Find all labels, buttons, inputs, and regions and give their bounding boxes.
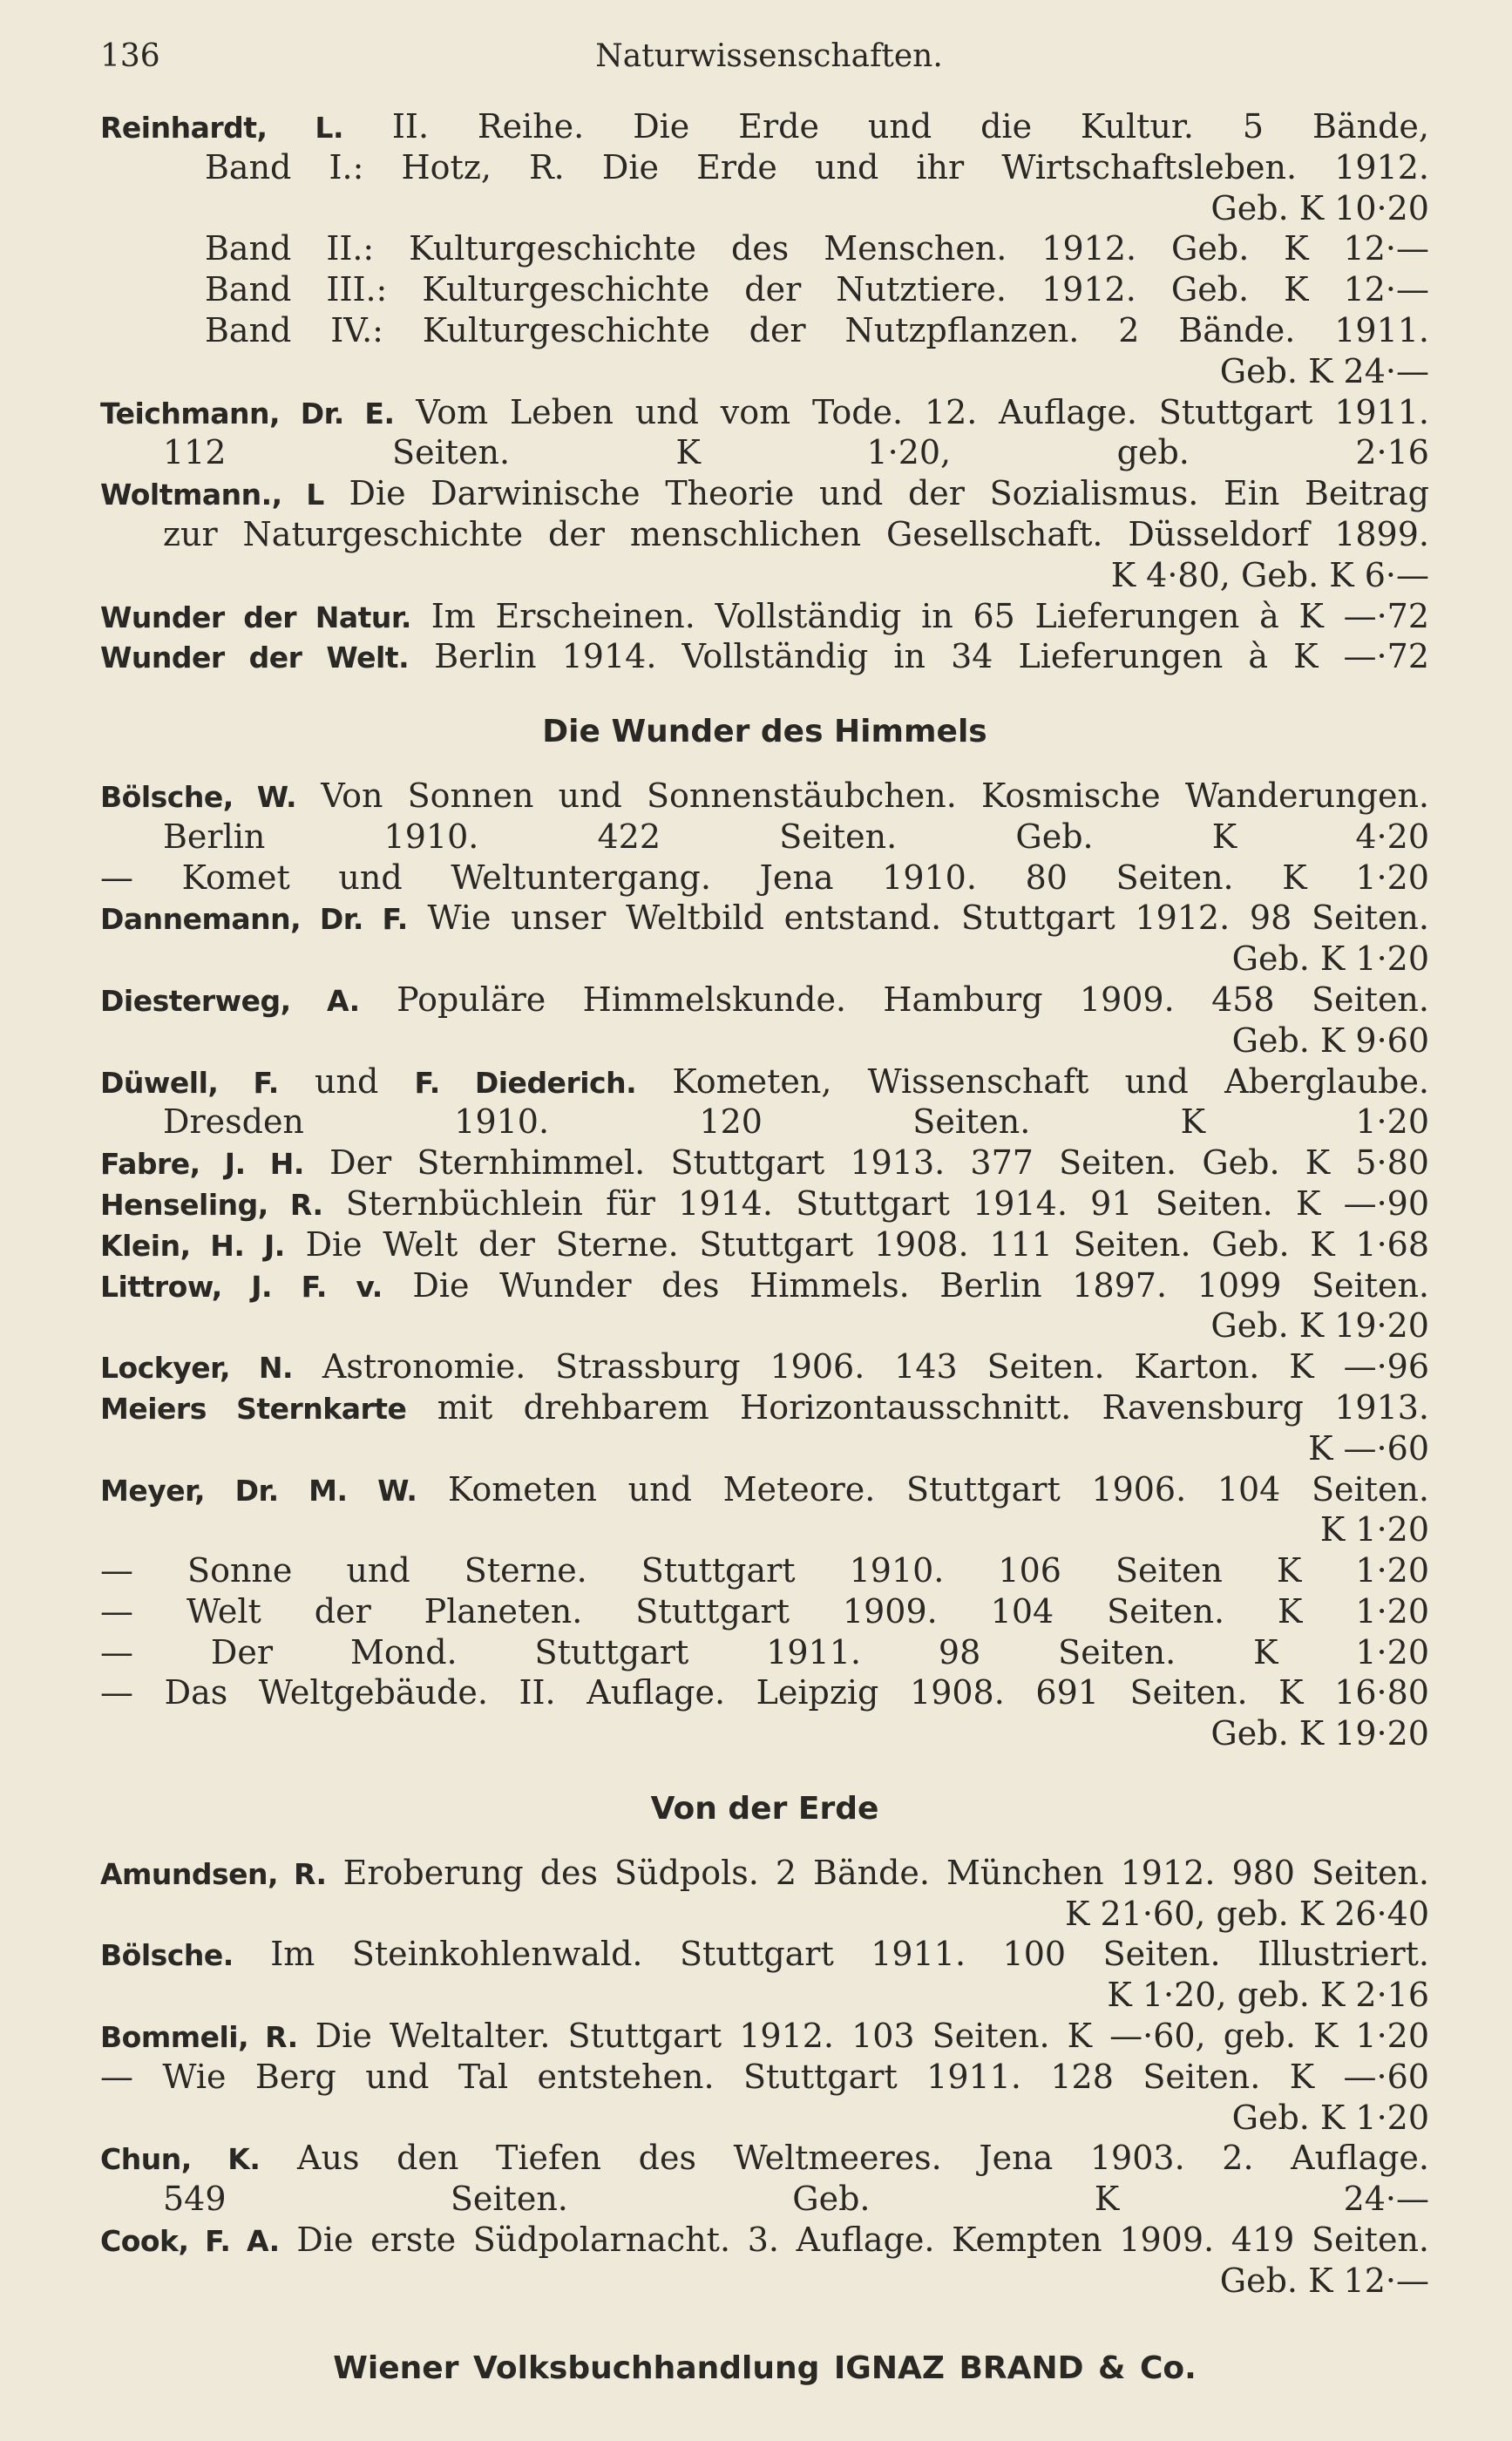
catalog-continuation-line [100, 1550, 1429, 1591]
catalog-entry-line [100, 1346, 1429, 1387]
catalog-continuation-line [100, 2057, 1429, 2098]
entry-text: Populäre Himmelskunde. Hamburg 1909. 458 Seiten. [359, 980, 1429, 1019]
catalog-entry-line [100, 1469, 1429, 1510]
entry-author: Klein, H. J. [100, 1228, 285, 1263]
entry-text: 112 Seiten. K 1·20, geb. 2·16 [163, 433, 1429, 472]
entry-author: Meyer, Dr. M. W. [100, 1473, 417, 1508]
entry-author: Cook, F. A. [100, 2224, 280, 2259]
catalog-entry-line [100, 898, 1429, 939]
entry-author: Düwell, F. [100, 1065, 279, 1100]
entry-author: Henseling, R. [100, 1187, 323, 1222]
entry-text: Im Erscheinen. Vollständig in 65 Lieferungen à K —·72 [410, 596, 1430, 635]
entry-text: Geb. K 9·60 [1231, 1020, 1429, 1060]
catalog-continuation-line [100, 432, 1429, 473]
catalog-continuation-line [100, 1591, 1429, 1632]
entry-text: Geb. K 12·— [1219, 2261, 1429, 2300]
catalog-continuation-line [100, 555, 1429, 596]
running-title: Naturwissenschaften. [595, 38, 943, 74]
entry-text: Von Sonnen und Sonnenstäubchen. Kosmische Wanderungen. [296, 776, 1429, 815]
entry-text: Sternbüchlein für 1914. Stuttgart 1914. 91 Seiten. K —·90 [322, 1183, 1429, 1223]
entry-text: Die erste Südpolarnacht. 3. Auflage. Kempten 1909. 419 Seiten. [279, 2221, 1429, 2260]
entry-text: — Das Weltgebäude. II. Auflage. Leipzig 1908. 691 Seiten. K 16·80 [100, 1673, 1429, 1712]
entry-text: K —·60 [1308, 1428, 1429, 1468]
catalog-entry-line [100, 106, 1429, 147]
entry-author: Chun, K. [100, 2142, 261, 2177]
catalog-continuation-line [100, 514, 1429, 555]
entry-text: Im Steinkohlenwald. Stuttgart 1911. 100 Seiten. Illustriert. [233, 1935, 1429, 1974]
catalog-continuation-line [100, 269, 1429, 310]
catalog-entry-line [100, 1224, 1429, 1265]
entry-author: Bölsche. [100, 1938, 234, 1973]
entry-text: Geb. K 10·20 [1210, 188, 1429, 227]
entry-text: Die Darwinische Theorie und der Sozialismus. Ein Beitrag [323, 474, 1429, 513]
entry-text: — Wie Berg und Tal entstehen. Stuttgart 1911. 128 Seiten. K —·60 [100, 2057, 1429, 2096]
entry-text: Geb. K 1·20 [1231, 2098, 1429, 2137]
entry-author: Woltmann., L [100, 478, 324, 512]
publisher-footer: Wiener Volksbuchhandlung IGNAZ BRAND & Co. [333, 2350, 1197, 2386]
catalog-continuation-line [100, 1672, 1429, 1713]
entry-text: Band I.: Hotz, R. Die Erde und ihr Wirtschaftsleben. 1912. [205, 147, 1429, 186]
entry-text: mit drehbarem Horizontausschnitt. Ravensburg 1913. [406, 1387, 1430, 1427]
entry-text: Astronomie. Strassburg 1906. 143 Seiten. Karton. K —·96 [293, 1347, 1430, 1387]
entry-text: Geb. K 19·20 [1210, 1714, 1429, 1753]
catalog-entry-line [100, 2016, 1429, 2057]
catalog-continuation-line [100, 310, 1429, 351]
catalog-entry-line [100, 473, 1429, 514]
entry-text: K 21·60, geb. K 26·40 [1065, 1894, 1429, 1933]
catalog-continuation-line [100, 1632, 1429, 1673]
catalog-entry-line [100, 1061, 1429, 1102]
entry-text: Band IV.: Kulturgeschichte der Nutzpflanzen. 2 Bände. 1911. [205, 310, 1429, 349]
entry-text: — Der Mond. Stuttgart 1911. 98 Seiten. K 1·20 [100, 1632, 1429, 1671]
catalog-entry-line [100, 392, 1429, 433]
page-number: 136 [100, 38, 160, 74]
entry-author: Lockyer, N. [100, 1351, 294, 1386]
catalog-entry-line [100, 1387, 1429, 1428]
entry-text: Vom Leben und vom Tode. 12. Auflage. Stuttgart 1911. [394, 392, 1429, 431]
entry-text: Aus den Tiefen des Weltmeeres. Jena 1903. 2. Auflage. [260, 2139, 1429, 2178]
entry-author: Littrow, J. F. v. [100, 1269, 383, 1304]
entry-text: — Welt der Planeten. Stuttgart 1909. 104 Seiten. K 1·20 [100, 1591, 1429, 1631]
catalog-entry-line [100, 1934, 1429, 1975]
entry-text: Die Welt der Sterne. Stuttgart 1908. 111 Seiten. Geb. K 1·68 [284, 1224, 1429, 1264]
entry-text: Geb. K 1·20 [1231, 939, 1429, 979]
catalog-continuation-line [100, 817, 1429, 858]
catalog-entry-line [100, 2138, 1429, 2179]
catalog-continuation-line [100, 188, 1429, 229]
page-header [100, 35, 1438, 78]
entry-text: Band II.: Kulturgeschichte des Menschen. 1912. Geb. K 12·— [205, 229, 1429, 268]
entry-author: Wunder der Natur. [100, 600, 411, 634]
entry-author: Reinhardt, L. [100, 111, 343, 145]
catalog-continuation-line [100, 2179, 1429, 2220]
catalog-entry-line [100, 596, 1429, 637]
entry-author: Meiers Sternkarte [100, 1391, 407, 1426]
section-heading: Von der Erde [650, 1791, 879, 1827]
catalog-continuation-line [100, 1713, 1429, 1754]
catalog-continuation-line [100, 147, 1429, 188]
catalog-continuation-line [100, 1509, 1429, 1550]
section-heading: Die Wunder des Himmels [542, 714, 987, 750]
entry-text: — Sonne und Sterne. Stuttgart 1910. 106 Seiten K 1·20 [100, 1551, 1429, 1590]
catalog-continuation-line [100, 351, 1429, 392]
entry-text: Wie unser Weltbild entstand. Stuttgart 1912. 98 Seiten. [407, 898, 1429, 938]
entry-text: Berlin 1910. 422 Seiten. Geb. K 4·20 [163, 817, 1429, 856]
catalog-continuation-line [100, 1020, 1429, 1061]
catalog-continuation-line [100, 1894, 1429, 1935]
entry-conjunction: und [278, 1061, 415, 1101]
catalog-continuation-line [100, 2098, 1429, 2139]
catalog-continuation-line [100, 1428, 1429, 1469]
entry-coauthor: F. Diederich. [414, 1065, 637, 1100]
catalog-entry-line [100, 2220, 1429, 2261]
catalog-entry-line [100, 776, 1429, 817]
entry-text: Der Sternhimmel. Stuttgart 1913. 377 Seiten. Geb. K 5·80 [303, 1143, 1429, 1183]
catalog-continuation-line [100, 2261, 1429, 2302]
entry-text: II. Reihe. Die Erde und die Kultur. 5 Bände, [342, 107, 1429, 146]
entry-text: K 1·20 [1319, 1510, 1429, 1549]
entry-text: Die Weltalter. Stuttgart 1912. 103 Seiten. K —·60, geb. K 1·20 [297, 2017, 1430, 2056]
catalog-entry-line [100, 1853, 1429, 1894]
entry-text: Berlin 1914. Vollständig in 34 Lieferungen à K —·72 [409, 637, 1429, 676]
entry-author: Amundsen, R. [100, 1856, 327, 1891]
catalog-continuation-line [100, 1975, 1429, 2016]
entry-text: Eroberung des Südpols. 2 Bände. München 1912. 980 Seiten. [326, 1853, 1429, 1892]
entry-author: Bommeli, R. [100, 2020, 298, 2055]
entry-author: Teichmann, Dr. E. [100, 396, 395, 431]
catalog-entry-line [100, 980, 1429, 1020]
catalog-continuation-line [100, 939, 1429, 980]
catalog-continuation-line [100, 1305, 1429, 1346]
entry-text: 549 Seiten. Geb. K 24·— [163, 2180, 1429, 2219]
catalog-entry-line [100, 636, 1429, 677]
entry-text: — Komet und Weltuntergang. Jena 1910. 80 Seiten. K 1·20 [100, 858, 1429, 897]
catalog-continuation-line [100, 858, 1429, 898]
catalog-entry-line [100, 1183, 1429, 1224]
entry-author: Fabre, J. H. [100, 1147, 304, 1182]
catalog-continuation-line [100, 1102, 1429, 1143]
entry-text: Geb. K 19·20 [1210, 1306, 1429, 1346]
entry-text: K 1·20, geb. K 2·16 [1107, 1976, 1429, 2015]
entry-text: Kometen und Meteore. Stuttgart 1906. 104 Seiten. [417, 1469, 1429, 1509]
entry-text: Band III.: Kulturgeschichte der Nutztiere. 1912. Geb. K 12·— [205, 270, 1429, 309]
entry-author: Diesterweg, A. [100, 983, 360, 1018]
entry-text: Kometen, Wissenschaft und Aberglaube. [636, 1061, 1430, 1101]
entry-author: Bölsche, W. [100, 779, 297, 814]
entry-author: Wunder der Welt. [100, 641, 410, 675]
entry-text: zur Naturgeschichte der menschlichen Gesellschaft. Düsseldorf 1899. [163, 514, 1429, 553]
catalog-continuation-line [100, 228, 1429, 269]
entry-text: K 4·80, Geb. K 6·— [1110, 555, 1429, 594]
entry-text: Die Wunder des Himmels. Berlin 1897. 1099 Seiten. [382, 1265, 1429, 1305]
catalog-entry-line [100, 1143, 1429, 1183]
entry-text: Dresden 1910. 120 Seiten. K 1·20 [163, 1102, 1429, 1142]
entry-text: Geb. K 24·— [1219, 351, 1429, 390]
catalog-entry-line [100, 1265, 1429, 1306]
catalog-listing [100, 106, 1429, 2302]
entry-author: Dannemann, Dr. F. [100, 902, 408, 937]
